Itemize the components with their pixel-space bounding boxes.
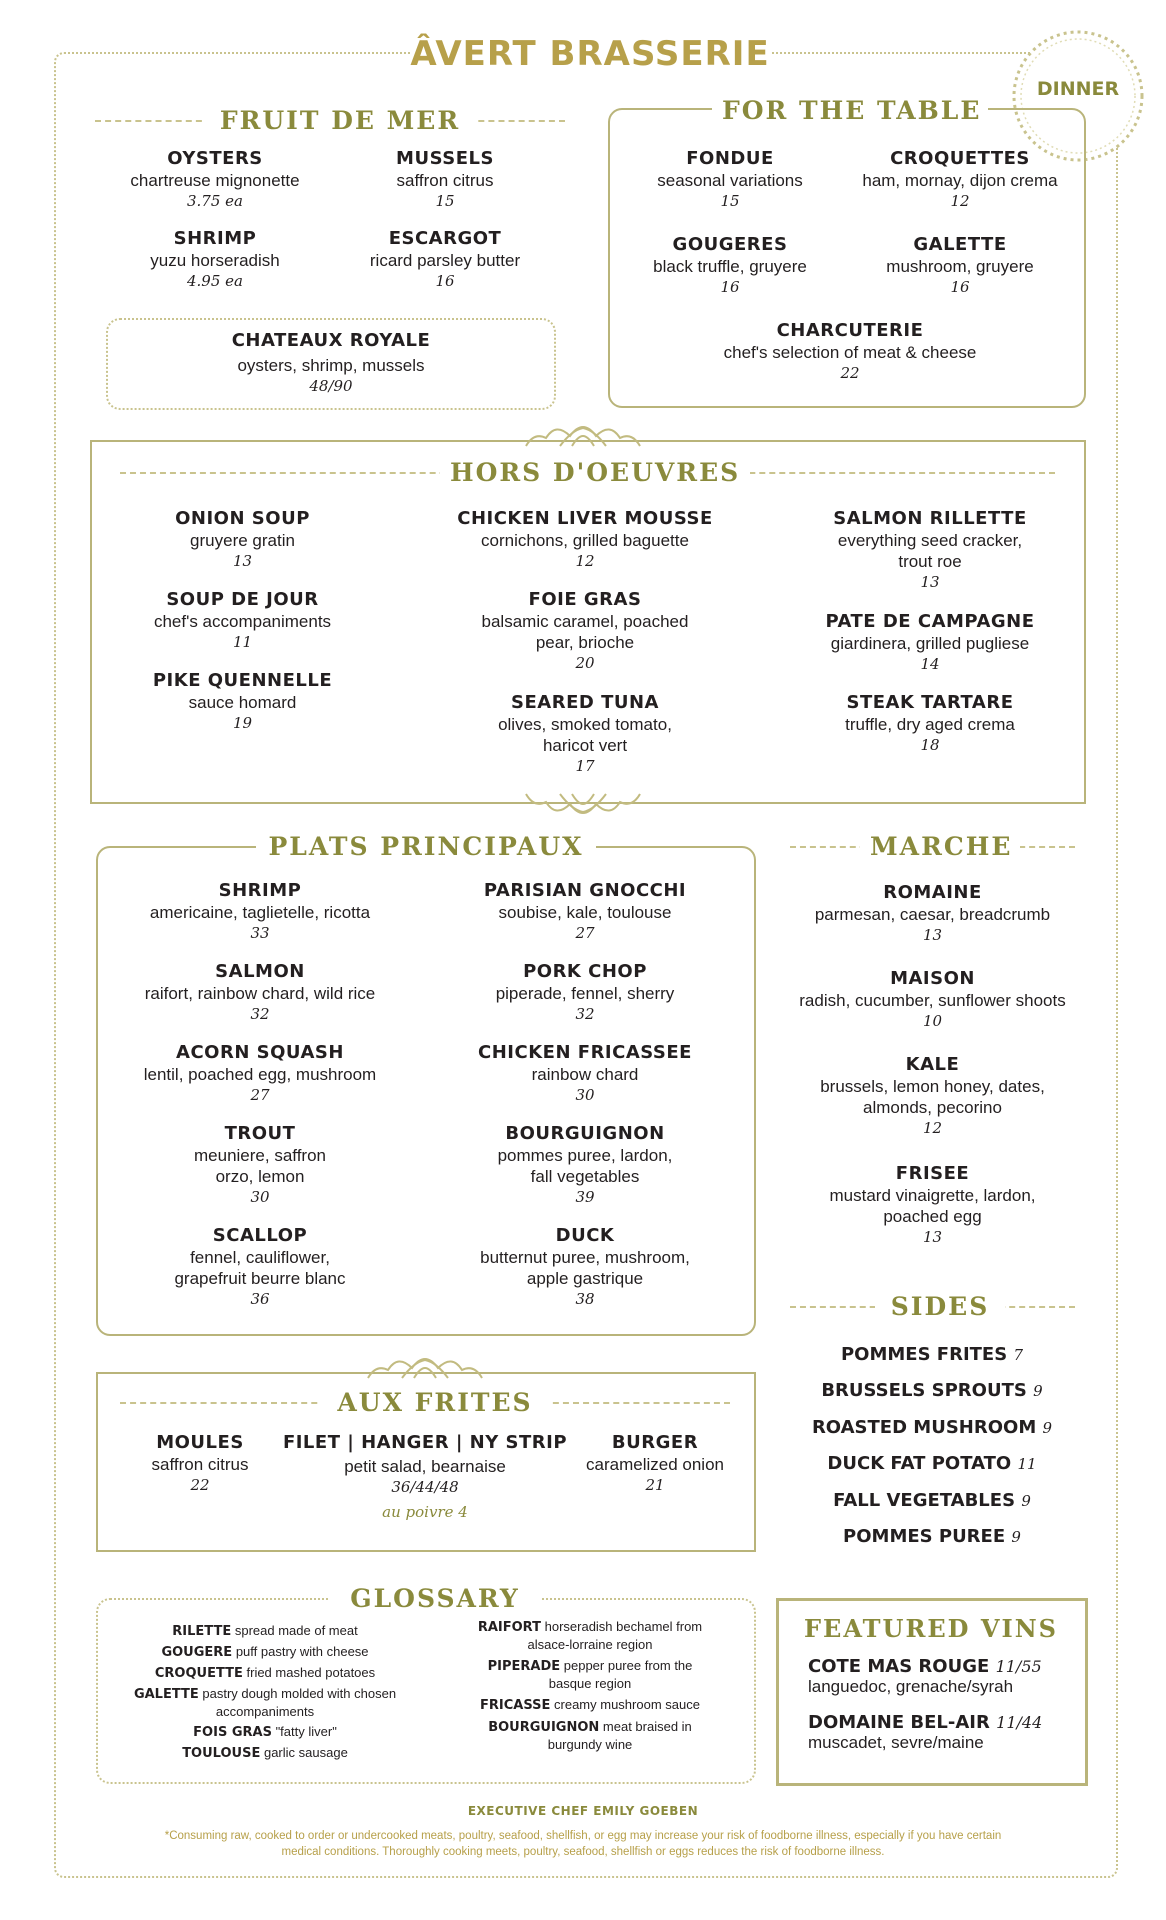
wine-price: 11/44 xyxy=(996,1713,1043,1732)
item-name: SALMON xyxy=(215,961,305,982)
glossary-def: "fatty liver" xyxy=(275,1724,337,1739)
item-name: SEARED TUNA xyxy=(511,692,659,713)
glossary-term: RILETTE xyxy=(172,1624,232,1639)
item-name: BOURGUIGNON xyxy=(505,1123,665,1144)
item-desc-line2: apple gastrique xyxy=(526,1269,644,1288)
wine-name-row xyxy=(808,1656,1078,1677)
item-price: 27 xyxy=(575,924,595,942)
item-desc: radish, cucumber, sunflower shoots xyxy=(799,991,1066,1010)
item-price: 13 xyxy=(922,1228,943,1246)
menu-item xyxy=(110,228,320,292)
glossary-term: TOULOUSE xyxy=(182,1746,261,1761)
menu-item xyxy=(120,589,365,653)
side-item xyxy=(782,1453,1082,1474)
menu-item xyxy=(790,1163,1075,1248)
side-price: 9 xyxy=(1021,1492,1031,1510)
glossary-def: pepper puree from the xyxy=(563,1658,693,1673)
wine-name-row xyxy=(808,1712,1078,1733)
item-desc: fennel, cauliflower, xyxy=(190,1248,330,1267)
item-price: 13 xyxy=(232,552,253,570)
glossary-entry xyxy=(110,1622,420,1640)
menu-item xyxy=(790,968,1075,1032)
item-name: FONDUE xyxy=(686,148,774,169)
restaurant-title: ÂVERT BRASSERIE xyxy=(410,34,770,74)
fan-ornament xyxy=(520,792,646,822)
menu-item xyxy=(440,961,730,1025)
item-name: FOIE GRAS xyxy=(528,589,642,610)
item-price: 39 xyxy=(575,1188,595,1206)
side-name: POMMES FRITES xyxy=(840,1344,1008,1365)
item-desc: lentil, poached egg, mushroom xyxy=(143,1065,377,1084)
item-desc-line2: trout roe xyxy=(898,552,962,571)
glossary-entry xyxy=(440,1618,740,1653)
section-title-glossary: GLOSSARY xyxy=(330,1584,540,1613)
glossary-term: GALETTE xyxy=(133,1687,199,1702)
side-item xyxy=(782,1490,1082,1511)
item-desc: olives, smoked tomato, xyxy=(498,715,672,734)
item-price: 4.95 ea xyxy=(187,272,243,290)
glossary-term: BOURGUIGNON xyxy=(488,1720,600,1735)
item-price: 32 xyxy=(575,1005,595,1023)
item-desc: seasonal variations xyxy=(657,171,803,190)
item-name: PARISIAN GNOCCHI xyxy=(483,880,687,901)
item-name: CHATEAUX ROYALE xyxy=(231,330,431,351)
wine-name: COTE MAS ROUGE xyxy=(808,1656,990,1677)
menu-item xyxy=(440,880,730,944)
item-desc: rainbow chard xyxy=(531,1065,639,1084)
item-desc: piperade, fennel, sherry xyxy=(495,984,675,1003)
menu-item xyxy=(120,961,400,1025)
item-desc: raifort, rainbow chard, wild rice xyxy=(144,984,376,1003)
glossary-term: FOIS GRAS xyxy=(193,1725,272,1740)
glossary-right-column xyxy=(440,1618,740,1753)
item-name: TROUT xyxy=(224,1123,296,1144)
menu-item xyxy=(440,1225,730,1310)
menu-item xyxy=(110,148,320,212)
side-price: 9 xyxy=(1042,1419,1053,1437)
wine-name: DOMAINE BEL-AIR xyxy=(808,1712,990,1733)
item-desc: mushroom, gruyere xyxy=(886,257,1034,276)
item-price: 15 xyxy=(435,192,455,210)
glossary-entry xyxy=(110,1744,420,1762)
item-name: CROQUETTES xyxy=(890,148,1030,169)
section-title-fruit-de-mer: FRUIT DE MER xyxy=(205,106,475,135)
menu-item xyxy=(630,234,830,298)
menu-item xyxy=(120,880,400,944)
item-price: 13 xyxy=(922,926,943,944)
item-name: ESCARGOT xyxy=(388,228,502,249)
side-name: ROASTED MUSHROOM xyxy=(811,1417,1037,1438)
disclaimer-line1: *Consuming raw, cooked to order or undercooked meats, poultry, seafood, shellfish, or egg may increase your risk of foodborne illness, especially if you have certain xyxy=(164,1830,1002,1842)
item-name: SCALLOP xyxy=(212,1225,308,1246)
item-desc: chartreuse mignonette xyxy=(130,171,300,190)
side-price: 9 xyxy=(1011,1528,1021,1546)
item-name: ONION SOUP xyxy=(175,508,310,529)
section-title-sides: SIDES xyxy=(875,1292,1005,1321)
section-title-marche: MARCHE xyxy=(860,832,1020,861)
menu-item xyxy=(800,611,1060,675)
item-desc: yuzu horseradish xyxy=(150,251,280,270)
menu-item xyxy=(120,670,365,734)
menu-item xyxy=(440,508,730,572)
wine-desc: muscadet, sevre/maine xyxy=(808,1733,984,1752)
item-price: 19 xyxy=(232,714,253,732)
side-name: BRUSSELS SPROUTS xyxy=(821,1380,1027,1401)
wine-desc: languedoc, grenache/syrah xyxy=(808,1677,1014,1696)
item-name: GOUGERES xyxy=(672,234,788,255)
menu-item xyxy=(680,320,1020,384)
side-item xyxy=(782,1344,1082,1365)
item-name: PIKE QUENNELLE xyxy=(152,670,333,691)
menu-item xyxy=(345,148,545,212)
section-title-aux-frites: AUX FRITES xyxy=(320,1388,550,1417)
glossary-left-column xyxy=(110,1622,420,1762)
glossary-entry xyxy=(440,1718,740,1753)
item-name: OYSTERS xyxy=(167,148,263,169)
item-desc: saffron citrus xyxy=(151,1455,249,1474)
item-name: SHRIMP xyxy=(173,228,257,249)
item-desc-line2: poached egg xyxy=(883,1207,982,1226)
item-name: MOULES xyxy=(156,1432,244,1453)
item-desc: parmesan, caesar, breadcrumb xyxy=(814,905,1051,924)
item-desc: ricard parsley butter xyxy=(369,251,521,270)
glossary-entry xyxy=(440,1696,740,1714)
glossary-def: puff pastry with cheese xyxy=(235,1644,369,1659)
item-name: FILET | HANGER | NY STRIP xyxy=(282,1432,568,1453)
executive-chef: EXECUTIVE CHEF EMILY GOEBEN xyxy=(467,1804,699,1818)
item-desc: ham, mornay, dijon crema xyxy=(862,171,1058,190)
item-desc: americaine, taglietelle, ricotta xyxy=(149,903,371,922)
wine-item xyxy=(808,1656,1078,1697)
glossary-entry xyxy=(110,1723,420,1741)
glossary-def: fried mashed potatoes xyxy=(246,1665,376,1680)
item-desc-line2: orzo, lemon xyxy=(215,1167,305,1186)
item-name: CHICKEN FRICASSEE xyxy=(478,1042,692,1063)
item-desc: meuniere, saffron xyxy=(194,1146,326,1165)
menu-item xyxy=(440,692,730,777)
disclaimer-line2: medical conditions. Thoroughly cooking meets, poultry, seafood, shellfish or eggs reduces the risk of foodborne illness. xyxy=(281,1846,885,1858)
item-desc: black truffle, gruyere xyxy=(653,257,807,276)
glossary-def: horseradish bechamel from xyxy=(544,1619,703,1634)
item-desc: pommes puree, lardon, xyxy=(497,1146,673,1165)
menu-item xyxy=(790,1054,1075,1139)
item-price: 15 xyxy=(720,192,740,210)
side-price: 9 xyxy=(1033,1382,1043,1400)
menu-item xyxy=(840,148,1080,212)
menu-item xyxy=(120,1225,400,1310)
item-desc: chef's accompaniments xyxy=(153,612,332,631)
menu-item xyxy=(800,692,1060,756)
item-price: 11 xyxy=(232,633,253,651)
item-name: STEAK TARTARE xyxy=(846,692,1014,713)
side-price: 11 xyxy=(1017,1455,1037,1473)
item-desc: gruyere gratin xyxy=(190,531,295,550)
fan-ornament xyxy=(362,1350,488,1380)
side-item xyxy=(782,1380,1082,1401)
side-name: FALL VEGETABLES xyxy=(833,1490,1016,1511)
glossary-term: PIPERADE xyxy=(487,1659,561,1674)
side-item xyxy=(782,1526,1082,1547)
item-price: 17 xyxy=(575,757,595,775)
fan-ornament xyxy=(520,418,646,448)
item-price: 36 xyxy=(250,1290,270,1308)
item-name: SOUP DE JOUR xyxy=(166,589,319,610)
item-name: ACORN SQUASH xyxy=(176,1042,344,1063)
glossary-def-line2: accompaniments xyxy=(215,1704,315,1719)
item-price: 13 xyxy=(920,573,940,591)
item-desc: sauce homard xyxy=(188,693,297,712)
item-desc: everything seed cracker, xyxy=(837,531,1023,550)
menu-item xyxy=(440,589,730,674)
item-name: ROMAINE xyxy=(883,882,982,903)
section-title-plats-principaux: PLATS PRINCIPAUX xyxy=(256,832,596,861)
item-desc: petit salad, bearnaise xyxy=(344,1457,506,1476)
item-price: 21 xyxy=(645,1476,665,1494)
item-price: 33 xyxy=(250,924,270,942)
glossary-def: meat braised in xyxy=(602,1719,692,1734)
glossary-def: pastry dough molded with chosen xyxy=(202,1686,397,1701)
glossary-def: spread made of meat xyxy=(234,1623,358,1638)
menu-item xyxy=(120,1123,400,1208)
item-price: 36/44/48 xyxy=(391,1478,459,1496)
menu-item xyxy=(570,1432,740,1496)
glossary-term: GOUGERE xyxy=(161,1645,233,1660)
item-price: 20 xyxy=(575,654,595,672)
menu-item xyxy=(120,508,365,572)
item-price: 22 xyxy=(190,1476,210,1494)
menu-item xyxy=(120,1432,280,1496)
section-title-featured-vins: FEATURED VINS xyxy=(804,1614,1058,1643)
item-price: 30 xyxy=(575,1086,595,1104)
dinner-badge: DINNER xyxy=(1036,78,1120,100)
item-desc-line2: grapefruit beurre blanc xyxy=(174,1269,346,1288)
glossary-term: RAIFORT xyxy=(477,1620,541,1635)
item-name: KALE xyxy=(905,1054,960,1075)
menu-item xyxy=(840,234,1080,298)
menu-item xyxy=(280,1432,570,1523)
item-name: CHICKEN LIVER MOUSSE xyxy=(457,508,713,529)
item-note: au poivre 4 xyxy=(382,1503,468,1521)
menu-item xyxy=(440,1123,730,1208)
glossary-entry xyxy=(440,1657,740,1692)
glossary-def-line2: burgundy wine xyxy=(547,1737,633,1752)
item-desc-line2: pear, brioche xyxy=(535,633,635,652)
menu-item xyxy=(440,1042,730,1106)
item-price: 16 xyxy=(720,278,740,296)
side-item xyxy=(782,1417,1082,1438)
glossary-def-line2: alsace-lorraine region xyxy=(527,1637,653,1652)
item-price: 22 xyxy=(840,364,860,382)
item-price: 10 xyxy=(922,1012,943,1030)
glossary-entry xyxy=(110,1643,420,1661)
menu-item-featured xyxy=(106,330,556,397)
item-price: 30 xyxy=(250,1188,270,1206)
item-name: SALMON RILLETTE xyxy=(833,508,1027,529)
menu-item xyxy=(800,508,1060,593)
menu-item xyxy=(345,228,545,292)
item-desc: oysters, shrimp, mussels xyxy=(237,356,425,375)
glossary-def-line2: basque region xyxy=(548,1676,632,1691)
glossary-term: FRICASSE xyxy=(480,1698,551,1713)
item-desc: chef's selection of meat & cheese xyxy=(723,343,977,362)
item-price: 12 xyxy=(575,552,595,570)
wine-price: 11/55 xyxy=(995,1657,1042,1676)
item-desc: saffron citrus xyxy=(396,171,494,190)
item-price: 16 xyxy=(950,278,970,296)
section-title-hors-doeuvres: HORS D'OEUVRES xyxy=(440,458,750,487)
item-desc: cornichons, grilled baguette xyxy=(481,531,689,550)
section-title-for-the-table: FOR THE TABLE xyxy=(712,96,988,125)
item-name: SHRIMP xyxy=(218,880,302,901)
menu-item xyxy=(630,148,830,212)
item-name: PATE DE CAMPAGNE xyxy=(825,611,1035,632)
item-name: CHARCUTERIE xyxy=(776,320,924,341)
item-desc: giardinera, grilled pugliese xyxy=(830,634,1030,653)
glossary-def: creamy mushroom sauce xyxy=(554,1697,700,1712)
glossary-entry xyxy=(110,1664,420,1682)
side-name: POMMES PUREE xyxy=(843,1526,1006,1547)
side-price: 7 xyxy=(1013,1346,1024,1364)
glossary-entry xyxy=(110,1685,420,1720)
item-price: 32 xyxy=(250,1005,270,1023)
item-desc: butternut puree, mushroom, xyxy=(480,1248,690,1267)
item-desc-line2: haricot vert xyxy=(542,736,628,755)
item-name: FRISEE xyxy=(895,1163,970,1184)
item-desc: balsamic caramel, poached xyxy=(481,612,689,631)
item-desc-line2: fall vegetables xyxy=(530,1167,640,1186)
item-name: BURGER xyxy=(611,1432,699,1453)
item-name: MUSSELS xyxy=(396,148,494,169)
item-price: 18 xyxy=(920,736,940,754)
menu-item xyxy=(790,882,1075,946)
item-price: 14 xyxy=(920,655,940,673)
item-desc-line2: almonds, pecorino xyxy=(863,1098,1002,1117)
item-price: 3.75 ea xyxy=(187,192,243,210)
wine-item xyxy=(808,1712,1078,1753)
item-price: 48/90 xyxy=(309,377,353,395)
item-price: 16 xyxy=(435,272,455,290)
item-name: MAISON xyxy=(890,968,975,989)
item-desc: soubise, kale, toulouse xyxy=(498,903,672,922)
item-desc: truffle, dry aged crema xyxy=(845,715,1015,734)
glossary-def: garlic sausage xyxy=(263,1745,348,1760)
item-price: 27 xyxy=(250,1086,270,1104)
item-price: 12 xyxy=(922,1119,943,1137)
item-price: 12 xyxy=(950,192,970,210)
disclaimer xyxy=(100,1828,1066,1860)
glossary-term: CROQUETTE xyxy=(154,1666,243,1681)
item-name: DUCK xyxy=(555,1225,615,1246)
menu-item xyxy=(120,1042,400,1106)
item-desc: caramelized onion xyxy=(586,1455,724,1474)
item-name: PORK CHOP xyxy=(523,961,647,982)
item-price: 38 xyxy=(575,1290,595,1308)
item-name: GALETTE xyxy=(913,234,1007,255)
item-desc: brussels, lemon honey, dates, xyxy=(820,1077,1045,1096)
item-desc: mustard vinaigrette, lardon, xyxy=(829,1186,1036,1205)
side-name: DUCK FAT POTATO xyxy=(827,1453,1012,1474)
